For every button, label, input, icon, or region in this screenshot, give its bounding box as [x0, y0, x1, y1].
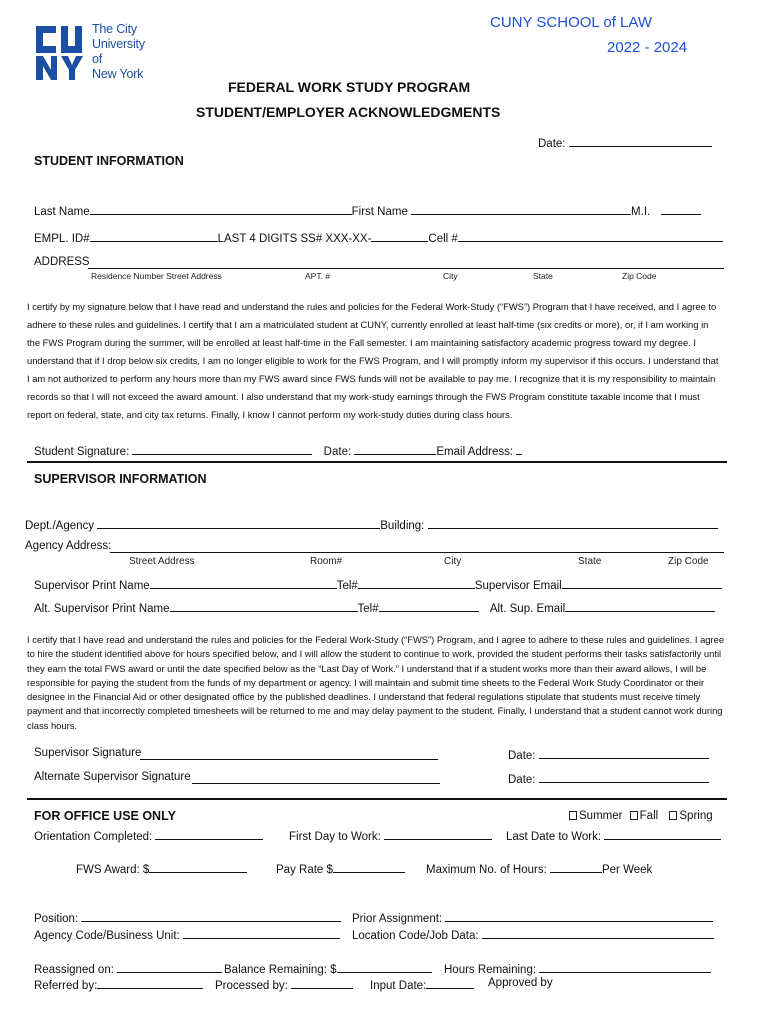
dept-row [25, 517, 718, 532]
fws-award-label: FWS Award: $ [76, 864, 150, 876]
fws-award-field[interactable] [149, 861, 247, 873]
header-date-field[interactable] [569, 135, 712, 147]
form-title: FEDERAL WORK STUDY PROGRAM [228, 79, 471, 95]
dept-label: Dept./Agency [25, 520, 95, 532]
first-day-label: First Day to Work: [289, 831, 381, 843]
pay-rate-field[interactable] [333, 861, 405, 873]
logo-line-1: The City [92, 22, 137, 36]
processed-by-label: Processed by: [215, 980, 288, 992]
cell-field[interactable] [458, 230, 723, 242]
mi-label: M.I. [631, 206, 651, 218]
balance-label: Balance Remaining: $ [224, 964, 337, 976]
approved-by-label: Approved by [488, 977, 553, 989]
hours-remaining-label: Hours Remaining: [444, 964, 537, 976]
agency-address-label: Agency Address: [25, 540, 112, 552]
mi-field[interactable] [661, 203, 701, 215]
per-week-label: Per Week [601, 864, 653, 876]
pay-rate-label: Pay Rate $ [276, 864, 333, 876]
school-name: CUNY SCHOOL of LAW [490, 14, 652, 31]
ssn-label: LAST 4 DIGITS SS# XXX-XX- [217, 233, 372, 245]
spring-label: Spring [679, 810, 713, 822]
student-date-field[interactable] [354, 443, 436, 455]
student-email-field[interactable] [516, 443, 522, 455]
input-date-label: Input Date: [370, 980, 427, 992]
orientation-field[interactable] [155, 828, 263, 840]
spring-checkbox[interactable] [669, 811, 677, 820]
max-hours-field[interactable] [550, 861, 602, 873]
last-date-field-group [506, 828, 721, 843]
max-hours-field-group [426, 861, 652, 876]
cuny-logo-mark [34, 22, 86, 82]
supervisor-signature-label: Supervisor Signature [34, 747, 142, 759]
alt-supervisor-tel-field[interactable] [379, 600, 479, 612]
student-email-label: Email Address: [436, 446, 514, 458]
sup-addr-city-label: City [444, 556, 462, 567]
referred-by-field[interactable] [97, 977, 203, 989]
agency-code-field-group [34, 927, 340, 942]
summer-label: Summer [579, 810, 623, 822]
processed-by-field-group [215, 977, 353, 992]
processed-by-field[interactable] [291, 977, 353, 989]
last-date-field[interactable] [604, 828, 721, 840]
alt-supervisor-print-name-label: Alt. Supervisor Print Name [34, 603, 170, 615]
hours-remaining-field-group [444, 961, 711, 976]
building-label: Building: [380, 520, 425, 532]
student-signature-field[interactable] [132, 443, 312, 455]
location-code-field-group [352, 927, 714, 942]
first-day-field-group [289, 828, 492, 843]
alt-supervisor-signature-label: Alternate Supervisor Signature [34, 771, 191, 783]
alt-supervisor-row [34, 600, 715, 615]
form-subtitle: STUDENT/EMPLOYER ACKNOWLEDGMENTS [196, 104, 501, 120]
alt-supervisor-date-label: Date: [508, 774, 536, 786]
alt-supervisor-print-name-field[interactable] [170, 600, 358, 612]
addr-zip-label: Zip Code [622, 271, 657, 281]
first-name-field[interactable] [411, 203, 631, 215]
term-options [569, 810, 713, 822]
sup-addr-street-label: Street Address [129, 556, 195, 567]
name-row [34, 203, 701, 218]
pay-rate-field-group [276, 861, 405, 876]
supervisor-email-label: Supervisor Email [474, 580, 562, 592]
fws-award-field-group [76, 861, 247, 876]
logo-line-4: New York [92, 67, 144, 81]
alt-supervisor-date [508, 771, 709, 786]
position-field-group [34, 910, 341, 925]
input-date-field[interactable] [426, 977, 474, 989]
ssn-field[interactable] [371, 230, 428, 242]
student-certification: I certify by my signature below that I have read and understand the rules and policies for the Federal Work-Study (“FWS”) Program that I have received, and I agree to adhere to these rules and guidelines. I certify that I am a matriculated student at CUNY, currently enrolled at least half-time (six credits or more), or, if I am working in the FWS Program during the summer, will be enrolled at least half-time in the Fall semester. I am maintaining satisfactory academic progress toward my degree. I understand that if I drop below six credits, I am no longer eligible to work for the FWS Program, and I will promptly inform my supervisor if this occurs. I understand that I am not authorized to perform any hours more than my FWS award since FWS funds will not be available to pay me. I recognize that it is my responsibility to maintain records so that I will not exceed the award amount. I also understand that my work-study earnings through the FWS Program constitute taxable income that I must report on federal, state, and city tax returns. Finally, I know I cannot perform my work-study duties during class hours. [27, 301, 719, 420]
last-name-field[interactable] [90, 203, 352, 215]
supervisor-date-field[interactable] [539, 747, 709, 759]
logo-wordmark [92, 22, 145, 82]
addr-residence-label: Residence Number Street Address [91, 271, 222, 281]
student-info-heading: STUDENT INFORMATION [34, 154, 184, 168]
logo-line-2: University [92, 37, 145, 51]
reassigned-label: Reassigned on: [34, 964, 114, 976]
agency-code-field[interactable] [183, 927, 340, 939]
balance-field[interactable] [337, 961, 432, 973]
supervisor-date [508, 747, 709, 762]
sup-addr-room-label: Room# [310, 556, 343, 567]
supervisor-print-name-label: Supervisor Print Name [34, 580, 150, 592]
supervisor-date-label: Date: [508, 750, 536, 762]
cell-label: Cell # [428, 233, 458, 245]
alt-supervisor-email-field[interactable] [565, 600, 715, 612]
supervisor-print-name-field[interactable] [150, 577, 337, 589]
referred-by-label: Referred by: [34, 980, 98, 992]
addr-state-label: State [533, 271, 553, 281]
alt-supervisor-tel-label: Tel# [357, 603, 379, 615]
agency-code-label: Agency Code/Business Unit: [34, 930, 180, 942]
location-code-label: Location Code/Job Data: [352, 930, 479, 942]
student-signature-row [34, 443, 522, 458]
prior-assignment-field[interactable] [445, 910, 713, 922]
summer-checkbox[interactable] [569, 811, 577, 820]
first-name-label: First Name [351, 206, 408, 218]
id-row [34, 230, 723, 245]
addr-city-label: City [443, 271, 458, 281]
supervisor-tel-field[interactable] [358, 577, 475, 589]
orientation-field-group [34, 828, 263, 843]
supervisor-certification: I certify that I have read and understand the rules and policies for the Federal Work-Study (“FWS”) Program, and I agree to adhere to these rules and guidelines. I agree to hire the student identified above for hours specified below, and I will allow the student to continue to work, provided the student performs their tasks satisfactorily until they earn the total FWS award or until the date specified below as the “Last Day of Work.” I understand that if a student works more than their award allows, I will be responsible for paying the student from the funds of my department or agency. I will maintain and submit time sheets to the Federal Work Study Coordinator or their designee in the Financial Aid or other designated office by the published deadlines. I understand that federal regulations stipulate that students must receive timely payment and that incorrectly completed timesheets will be returned to me and may delay payment to the student. Finally, I understand that a student cannot work during class hours. [27, 634, 725, 731]
fall-label: Fall [639, 810, 659, 822]
location-code-field[interactable] [482, 927, 714, 939]
alt-supervisor-email-label: Alt. Sup. Email [489, 603, 566, 615]
position-field[interactable] [81, 910, 341, 922]
dept-field[interactable] [97, 517, 380, 529]
supervisor-info-heading: SUPERVISOR INFORMATION [34, 472, 207, 486]
empl-id-field[interactable] [90, 230, 218, 242]
referred-by-field-group [34, 977, 203, 992]
supervisor-email-field[interactable] [562, 577, 722, 589]
supervisor-name-row [34, 577, 722, 592]
last-date-label: Last Date to Work: [506, 831, 602, 843]
student-signature-label: Student Signature: [34, 446, 130, 458]
hours-remaining-field[interactable] [539, 961, 711, 973]
prior-assignment-field-group [352, 910, 713, 925]
sup-addr-state-label: State [578, 556, 602, 567]
address-label: ADDRESS [34, 256, 90, 268]
first-day-field[interactable] [384, 828, 492, 840]
last-name-label: Last Name [34, 206, 90, 218]
addr-apt-label: APT. # [305, 271, 331, 281]
reassigned-field-group [34, 961, 222, 976]
cuny-logo [34, 22, 159, 84]
alt-supervisor-signature-field[interactable] [192, 783, 440, 784]
logo-line-3: of [92, 52, 103, 66]
header-date [538, 135, 712, 150]
section-divider [27, 461, 727, 463]
building-field[interactable] [428, 517, 718, 529]
orientation-label: Orientation Completed: [34, 831, 153, 843]
alt-supervisor-date-field[interactable] [539, 771, 709, 783]
empl-id-label: EMPL. ID# [34, 233, 90, 245]
header-date-label: Date: [538, 138, 566, 150]
fall-checkbox[interactable] [630, 811, 638, 820]
max-hours-label: Maximum No. of Hours: [426, 864, 547, 876]
section-divider-2 [27, 798, 727, 800]
student-date-label: Date: [323, 446, 352, 458]
office-use-heading: FOR OFFICE USE ONLY [34, 809, 176, 823]
reassigned-field[interactable] [117, 961, 222, 973]
supervisor-tel-label: Tel# [336, 580, 358, 592]
input-date-field-group [370, 977, 474, 992]
prior-assignment-label: Prior Assignment: [352, 913, 443, 925]
address-field[interactable] [88, 268, 724, 269]
position-label: Position: [34, 913, 79, 925]
sup-addr-zip-label: Zip Code [668, 556, 709, 567]
school-years: 2022 - 2024 [607, 39, 688, 56]
balance-field-group [224, 961, 432, 976]
agency-address-field[interactable] [110, 552, 724, 553]
supervisor-signature-field[interactable] [140, 759, 438, 760]
